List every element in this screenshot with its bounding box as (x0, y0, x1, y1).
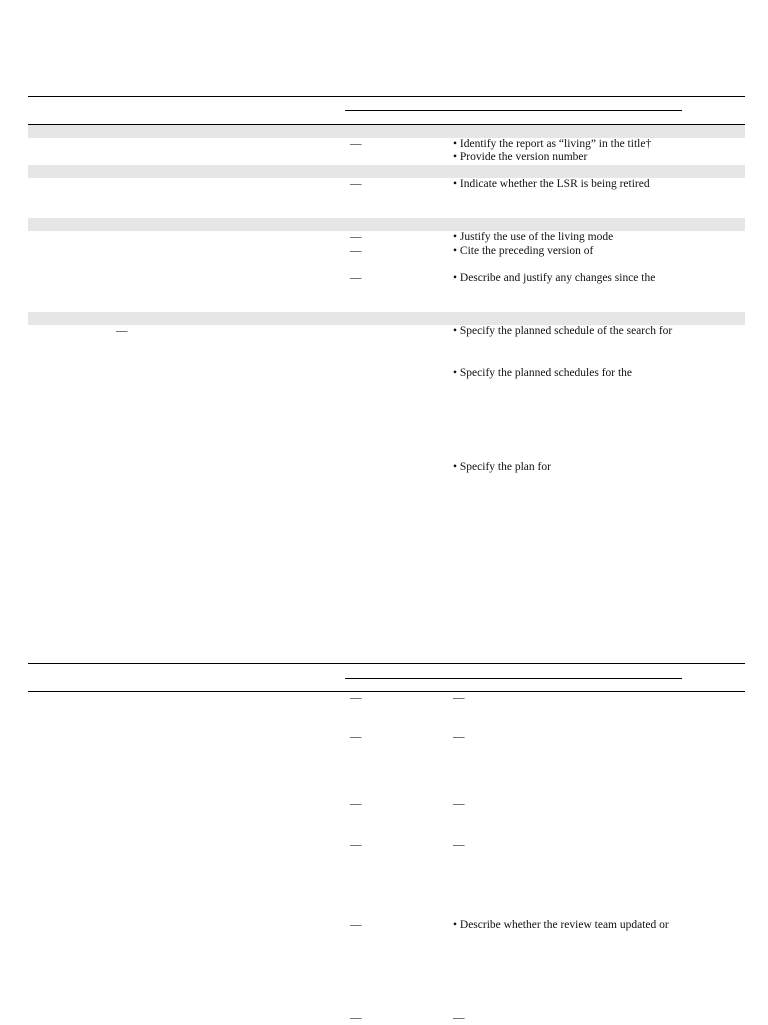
table1-cell-text: • Justify the use of the living mode (453, 231, 614, 243)
table2-cell-text: • Describe whether the review team updated or (453, 919, 669, 931)
table1-section-band (28, 165, 745, 178)
table1-cell-text: • Cite the preceding version of (453, 245, 594, 257)
table1-cell-dash: — (350, 231, 362, 243)
table1-top-rule (28, 96, 745, 97)
table1-spanner-rule (345, 110, 682, 111)
table2-cell-dash: — (453, 839, 465, 851)
table2-cell-dash: — (350, 919, 362, 931)
table2-cell-dash: — (453, 798, 465, 810)
table2-cell-dash: — (453, 731, 465, 743)
table1-cell-text: • Specify the planned schedules for the (453, 367, 633, 379)
table1-cell-dash: — (350, 138, 362, 150)
table2-cell-dash: — (350, 731, 362, 743)
table1-cell-text: • Provide the version number (453, 151, 588, 163)
table2-spanner-rule (345, 678, 682, 679)
table2-cell-dash: — (453, 1012, 465, 1024)
table2-header-rule (28, 691, 745, 692)
table2-top-rule (28, 663, 745, 664)
table1-cell-dash: — (116, 325, 128, 337)
table1-cell-dash: — (350, 272, 362, 284)
table1-cell-text: • Identify the report as “living” in the title† (453, 138, 652, 150)
table1-cell-text: • Indicate whether the LSR is being retired (453, 178, 650, 190)
table2-cell-dash: — (350, 1012, 362, 1024)
table1-cell-text: • Describe and justify any changes since the (453, 272, 656, 284)
table1-cell-dash: — (350, 245, 362, 257)
table1-section-band (28, 218, 745, 231)
table1-section-band (28, 125, 745, 138)
table1-cell-dash: — (350, 178, 362, 190)
table1-section-band (28, 312, 745, 325)
table2-cell-dash: — (453, 692, 465, 704)
table2-cell-dash: — (350, 798, 362, 810)
table2-cell-dash: — (350, 692, 362, 704)
table1-cell-text: • Specify the plan for (453, 461, 551, 473)
table2-cell-dash: — (350, 839, 362, 851)
table1-cell-text: • Specify the planned schedule of the search for (453, 325, 673, 337)
